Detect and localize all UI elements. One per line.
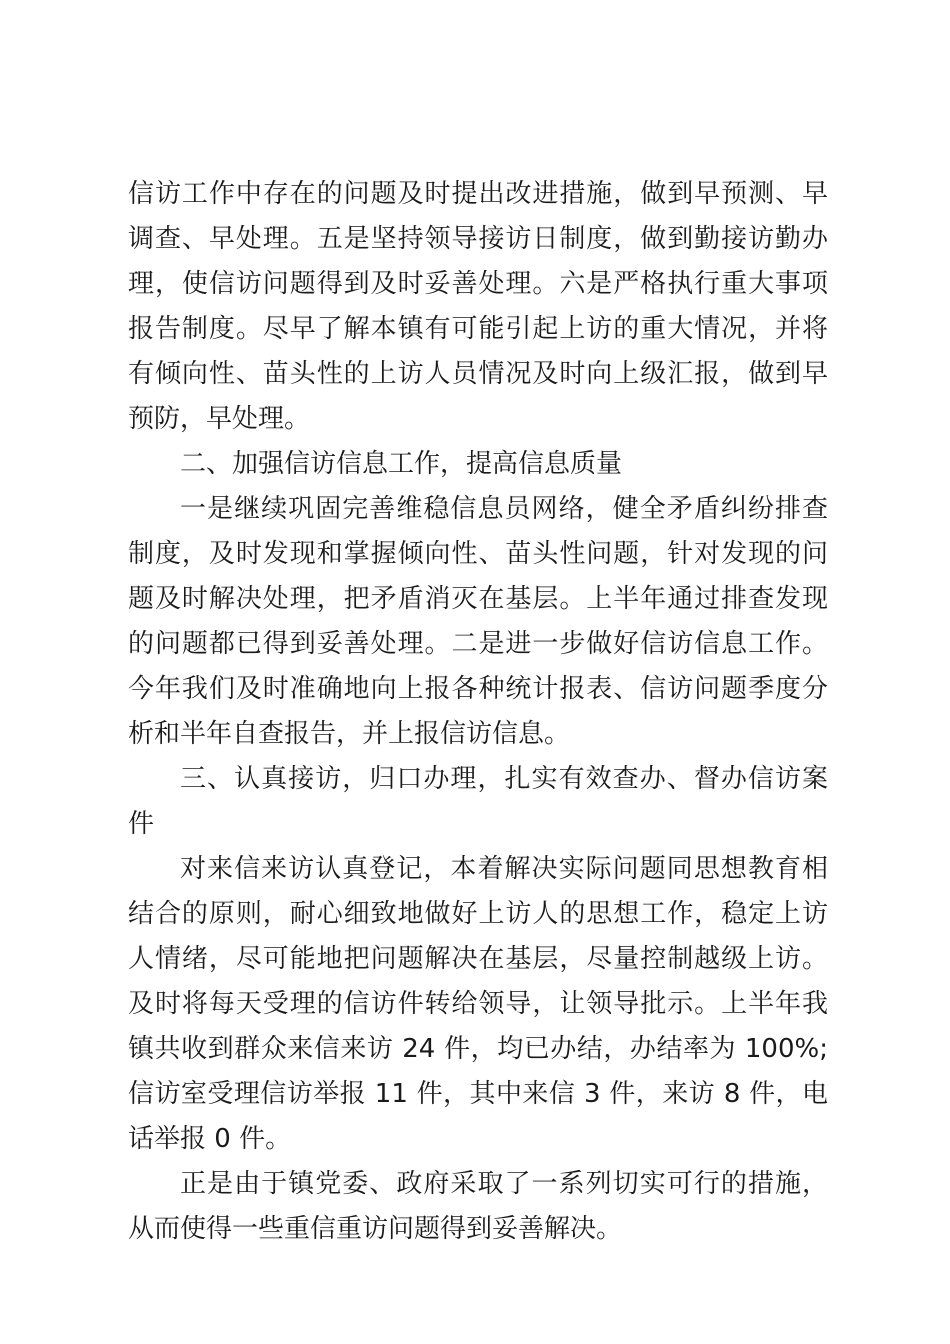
paragraph-continuation: 信访工作中存在的问题及时提出改进措施，做到早预测、早调查、早处理。五是坚持领导接访日制度，做到勤接访勤办理，使信访问题得到及时妥善处理。六是严格执行重大事项报告制度。尽早了解本镇有可能引起上访的重大情况，并将有倾向性、苗头性的上访人员情况及时向上级汇报，做到早预防，早处理。 — [128, 179, 828, 434]
document-body — [128, 172, 828, 1252]
paragraph-conclusion: 正是由于镇党委、政府采取了一系列切实可行的措施，从而使得一些重信重访问题得到妥善解决。 — [128, 1169, 828, 1244]
section-heading-2: 二、加强信访信息工作，提高信息质量 — [180, 449, 623, 479]
paragraph-section-2: 一是继续巩固完善维稳信息员网络，健全矛盾纠纷排查制度，及时发现和掌握倾向性、苗头性问题，针对发现的问题及时解决处理，把矛盾消灭在基层。上半年通过排查发现的问题都已得到妥善处理。二是进一步做好信访信息工作。今年我们及时准确地向上报各种统计报表、信访问题季度分析和半年自查报告，并上报信访信息。 — [128, 494, 828, 749]
section-heading-3: 三、认真接访，归口办理，扎实有效查办、督办信访案件 — [128, 764, 828, 839]
paragraph-section-3: 对来信来访认真登记，本着解决实际问题同思想教育相结合的原则，耐心细致地做好上访人的思想工作，稳定上访人情绪，尽可能地把问题解决在基层，尽量控制越级上访。及时将每天受理的信访件转给领导，让领导批示。上半年我镇共收到群众来信来访 24 件，均已办结，办结率为 100%;信访室受理信访举报 11 件，其中来信 3 件，来访 8 件，电话举报 0 件。 — [128, 854, 828, 1154]
